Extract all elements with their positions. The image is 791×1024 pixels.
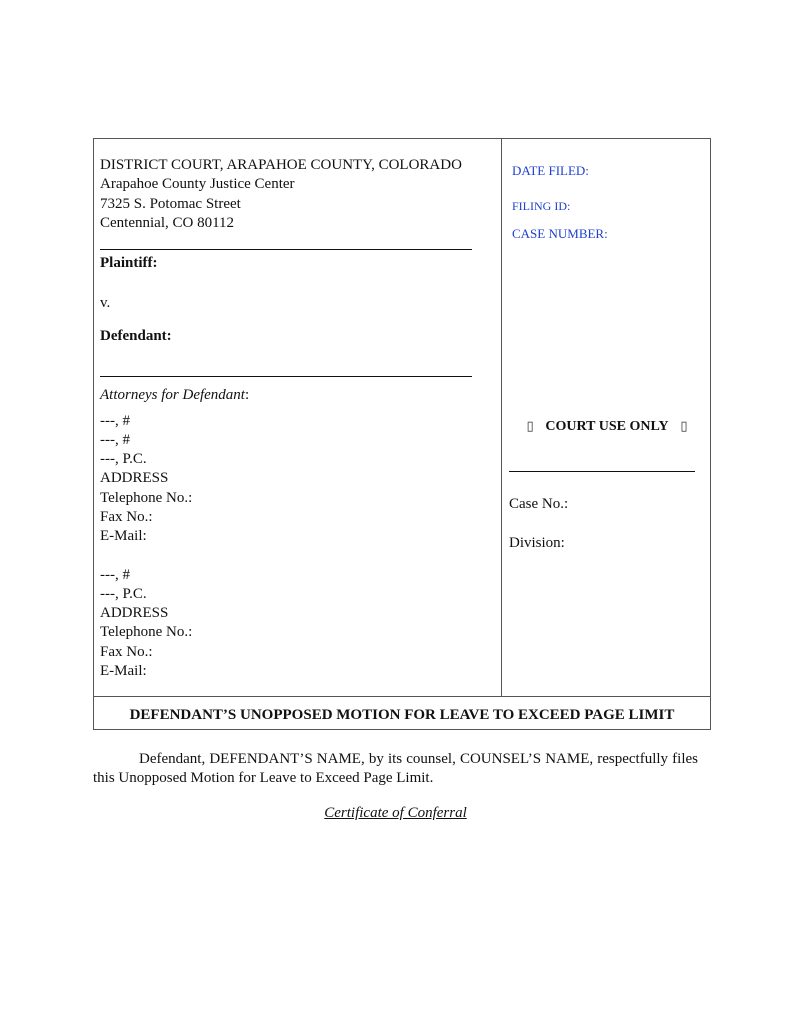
attorney1-firm: ---, P.C. bbox=[100, 451, 147, 467]
case-caption-box bbox=[93, 138, 711, 730]
box-icon: ▯ bbox=[680, 419, 688, 434]
certificate-heading-text: Certificate of Conferral bbox=[324, 805, 467, 821]
division-label: Division: bbox=[509, 535, 565, 551]
box-icon: ▯ bbox=[526, 419, 534, 434]
attorney2-address: ADDRESS bbox=[100, 605, 169, 621]
court-use-only-row bbox=[502, 417, 712, 436]
attorneys-label: Attorneys for Defendant bbox=[100, 387, 245, 403]
caption-horizontal-divider bbox=[94, 696, 710, 697]
date-filed-label: DATE FILED: bbox=[512, 163, 589, 178]
case-number-label: CASE NUMBER: bbox=[512, 226, 608, 241]
attorney1-telephone: Telephone No.: bbox=[100, 490, 193, 506]
attorney2-line: ---, # bbox=[100, 567, 130, 583]
court-use-rule bbox=[509, 471, 695, 472]
attorney1-line: ---, # bbox=[100, 432, 130, 448]
intro-paragraph-text: Defendant, DEFENDANT’S NAME, by its counsel, COUNSEL’S NAME, respectfully files this Unopposed Motion for Leave to Exceed Page Limit. bbox=[93, 751, 698, 787]
filing-id-label: FILING ID: bbox=[512, 199, 571, 213]
court-name: DISTRICT COURT, ARAPAHOE COUNTY, COLORADO bbox=[100, 157, 462, 173]
intro-paragraph bbox=[93, 750, 698, 789]
court-use-only-label: COURT USE ONLY bbox=[545, 419, 669, 434]
attorney2-firm: ---, P.C. bbox=[100, 586, 147, 602]
document-title: DEFENDANT’S UNOPPOSED MOTION FOR LEAVE TO EXCEED PAGE LIMIT bbox=[129, 707, 675, 723]
caption-rule-bottom bbox=[100, 376, 472, 377]
certificate-heading bbox=[0, 805, 791, 822]
attorney1-email: E-Mail: bbox=[100, 528, 147, 544]
versus-label: v. bbox=[100, 295, 111, 311]
court-street: 7325 S. Potomac Street bbox=[100, 196, 241, 212]
attorney2-telephone: Telephone No.: bbox=[100, 624, 193, 640]
attorney1-address: ADDRESS bbox=[100, 470, 169, 486]
caption-rule-top bbox=[100, 249, 472, 250]
attorney1-fax: Fax No.: bbox=[100, 509, 153, 525]
court-city: Centennial, CO 80112 bbox=[100, 215, 235, 231]
attorneys-colon: : bbox=[244, 387, 250, 403]
court-building: Arapahoe County Justice Center bbox=[100, 176, 295, 192]
defendant-label: Defendant: bbox=[100, 328, 172, 344]
case-no-label: Case No.: bbox=[509, 496, 569, 512]
attorney1-line: ---, # bbox=[100, 413, 130, 429]
attorney2-fax: Fax No.: bbox=[100, 644, 153, 660]
plaintiff-label: Plaintiff: bbox=[100, 255, 158, 271]
attorney2-email: E-Mail: bbox=[100, 663, 147, 679]
attorneys-heading bbox=[100, 386, 249, 405]
